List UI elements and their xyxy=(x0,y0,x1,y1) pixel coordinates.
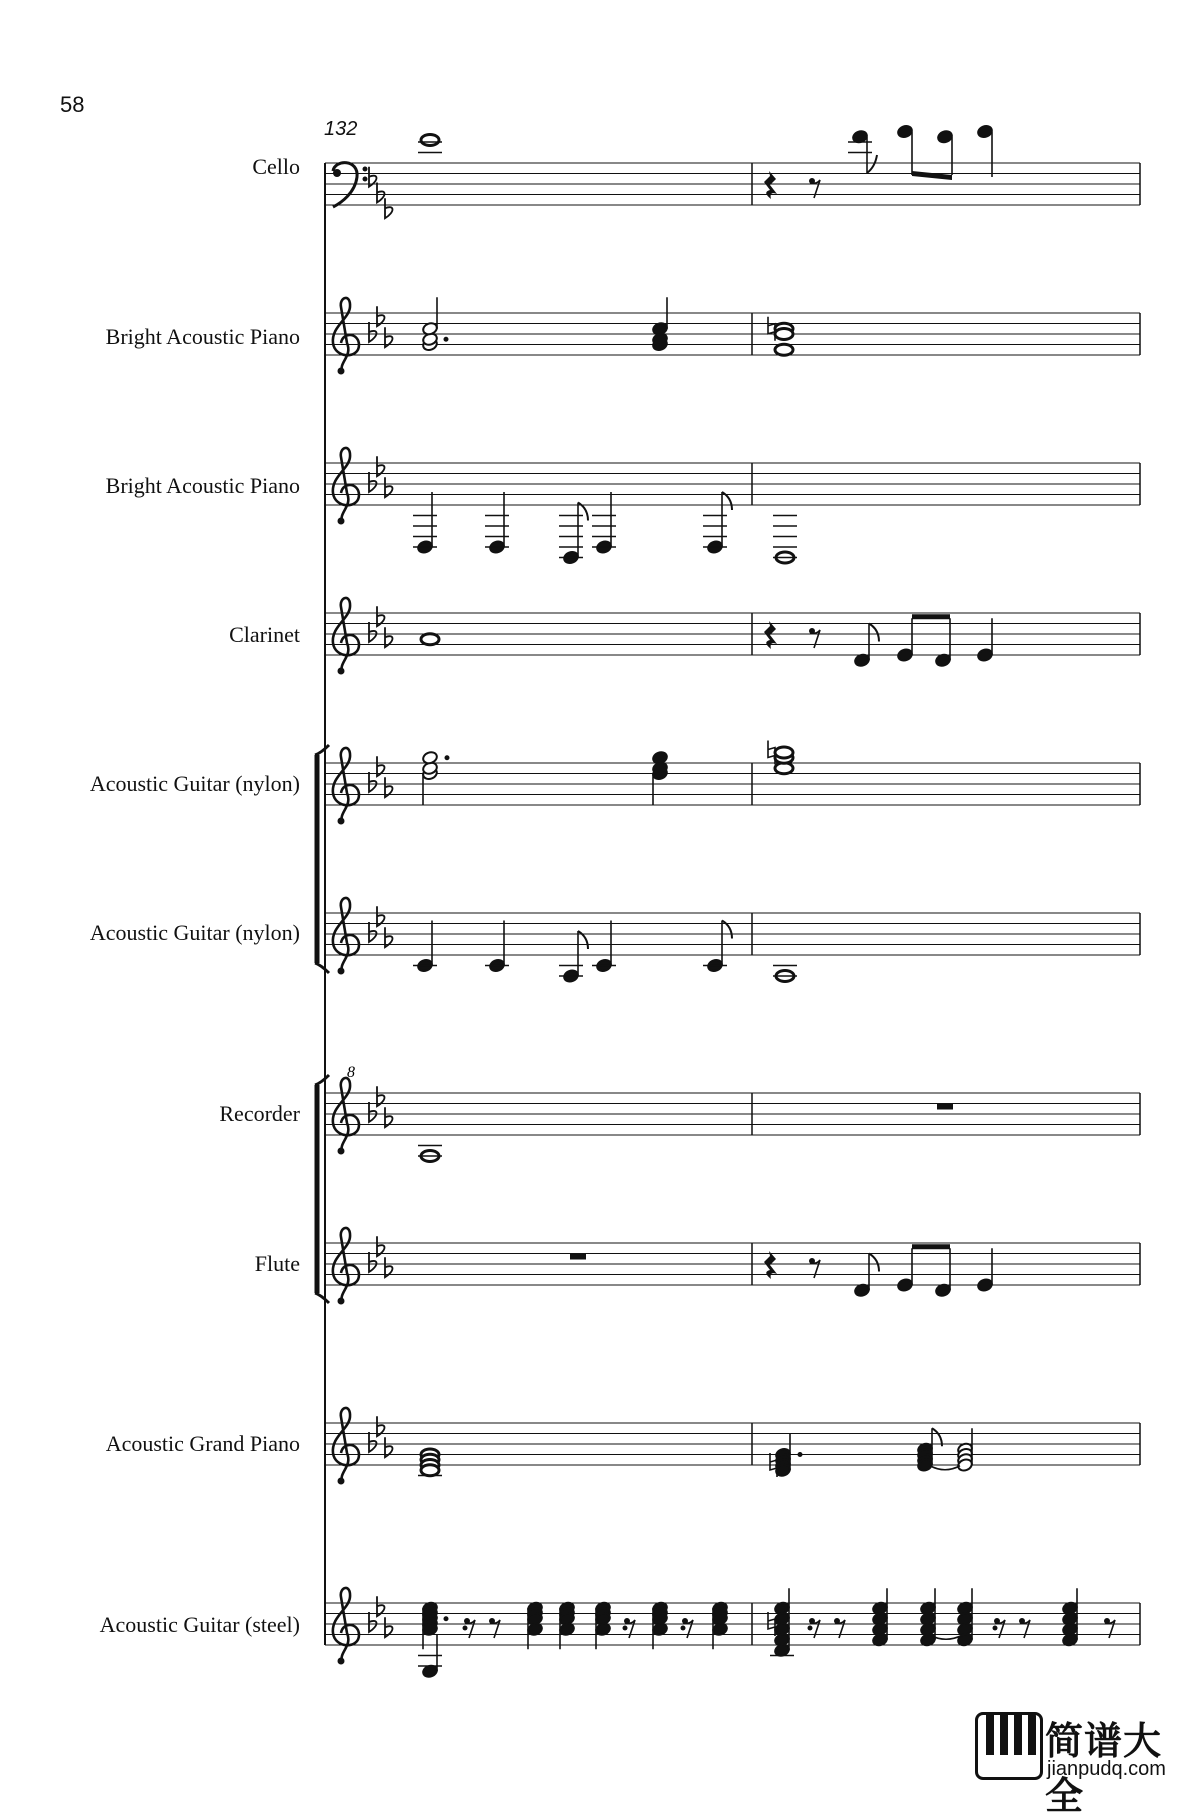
watermark-url: jianpudq.com xyxy=(1047,1758,1166,1780)
instrument-label-grand-piano: Acoustic Grand Piano xyxy=(105,1431,300,1456)
treble-clef xyxy=(333,298,359,373)
sixteenth-rest xyxy=(681,1626,686,1631)
flat-sign xyxy=(369,1612,377,1632)
eighth-rest xyxy=(467,1620,475,1638)
whole-note xyxy=(775,747,793,758)
eighth-rest xyxy=(837,1620,845,1638)
flag xyxy=(869,1254,879,1272)
treble-clef xyxy=(338,818,345,825)
flag xyxy=(867,155,877,173)
notehead xyxy=(977,648,994,663)
bass-clef xyxy=(363,167,368,172)
treble-clef xyxy=(338,668,345,675)
treble-clef xyxy=(333,1228,359,1303)
treble-clef xyxy=(338,968,345,975)
treble-clef xyxy=(338,368,345,375)
instrument-label-guitar-steel: Acoustic Guitar (steel) xyxy=(99,1612,300,1637)
treble-clef xyxy=(338,1148,345,1155)
treble-clef xyxy=(338,518,345,525)
beam xyxy=(912,1244,950,1249)
treble-clef xyxy=(333,598,359,673)
instrument-label-piano-1: Bright Acoustic Piano xyxy=(105,324,300,349)
group-bracket xyxy=(315,1293,329,1303)
treble-clef xyxy=(333,898,359,973)
instrument-label-guitar-nylon-1: Acoustic Guitar (nylon) xyxy=(89,771,300,796)
flat-sign xyxy=(369,1102,377,1122)
notehead xyxy=(937,129,954,144)
eighth-rest xyxy=(492,1620,500,1638)
flat-sign xyxy=(369,1432,377,1452)
flat-sign xyxy=(385,198,393,218)
group-bracket xyxy=(315,1075,329,1085)
instrument-label-clarinet: Clarinet xyxy=(229,622,300,647)
page-number: 58 xyxy=(60,92,85,117)
whole-rest xyxy=(570,1254,586,1260)
staves xyxy=(315,163,1140,1645)
dot xyxy=(798,1452,803,1457)
eighth-rest xyxy=(812,1260,820,1278)
whole-note xyxy=(421,1465,439,1476)
group-bracket xyxy=(315,745,329,755)
whole-note xyxy=(421,634,439,645)
notehead xyxy=(897,1278,914,1293)
flat-sign xyxy=(369,622,377,642)
sixteenth-rest xyxy=(808,1626,813,1631)
instrument-label-flute: Flute xyxy=(254,1251,300,1276)
ottava-mark: 8 xyxy=(347,1064,355,1081)
whole-note xyxy=(421,135,439,146)
flat-sign xyxy=(369,322,377,342)
group-bracket xyxy=(315,963,329,973)
dot xyxy=(444,1616,449,1621)
sixteenth-rest xyxy=(993,1626,998,1631)
sixteenth-rest xyxy=(463,1626,468,1631)
treble-clef xyxy=(333,748,359,823)
instrument-label-piano-2: Bright Acoustic Piano xyxy=(105,473,300,498)
eighth-rest xyxy=(685,1620,693,1638)
notehead xyxy=(897,124,914,139)
bass-clef xyxy=(333,169,341,177)
instrument-label-guitar-nylon-2: Acoustic Guitar (nylon) xyxy=(89,920,300,945)
flat-sign xyxy=(369,772,377,792)
dot xyxy=(444,337,449,342)
eighth-rest xyxy=(1107,1620,1115,1638)
flag xyxy=(869,624,879,642)
treble-clef xyxy=(333,1078,359,1153)
notehead xyxy=(897,648,914,663)
whole-note xyxy=(775,344,793,355)
whole-note xyxy=(775,329,793,340)
beam xyxy=(912,171,952,180)
measure-number: 132 xyxy=(324,118,358,140)
treble-clef xyxy=(338,1658,345,1665)
flat-sign xyxy=(377,183,385,203)
treble-clef xyxy=(333,1408,359,1483)
tie xyxy=(930,1466,960,1470)
bass-clef xyxy=(363,177,368,182)
notehead xyxy=(977,124,994,139)
notation-marks xyxy=(333,124,1115,1678)
treble-clef xyxy=(338,1478,345,1485)
eighth-rest xyxy=(812,630,820,648)
whole-rest xyxy=(937,1104,953,1110)
flat-sign xyxy=(369,472,377,492)
piano-keys-icon xyxy=(975,1712,1043,1780)
eighth-rest xyxy=(1022,1620,1030,1638)
eighth-rest xyxy=(812,1620,820,1638)
flat-sign xyxy=(369,1252,377,1272)
instrument-label-cello: Cello xyxy=(252,154,300,179)
eighth-rest xyxy=(997,1620,1005,1638)
treble-clef xyxy=(333,448,359,523)
treble-clef xyxy=(338,1298,345,1305)
notehead xyxy=(977,1278,994,1293)
flat-sign xyxy=(369,922,377,942)
watermark-logo xyxy=(975,1712,1200,1818)
beam xyxy=(912,614,950,619)
treble-clef xyxy=(333,1588,359,1663)
eighth-rest xyxy=(627,1620,635,1638)
watermark-text: 简谱大全 xyxy=(1045,1719,1163,1818)
eighth-rest xyxy=(812,180,820,198)
dot xyxy=(445,755,450,760)
instrument-label-recorder: Recorder xyxy=(219,1101,300,1126)
sixteenth-rest xyxy=(623,1626,628,1631)
